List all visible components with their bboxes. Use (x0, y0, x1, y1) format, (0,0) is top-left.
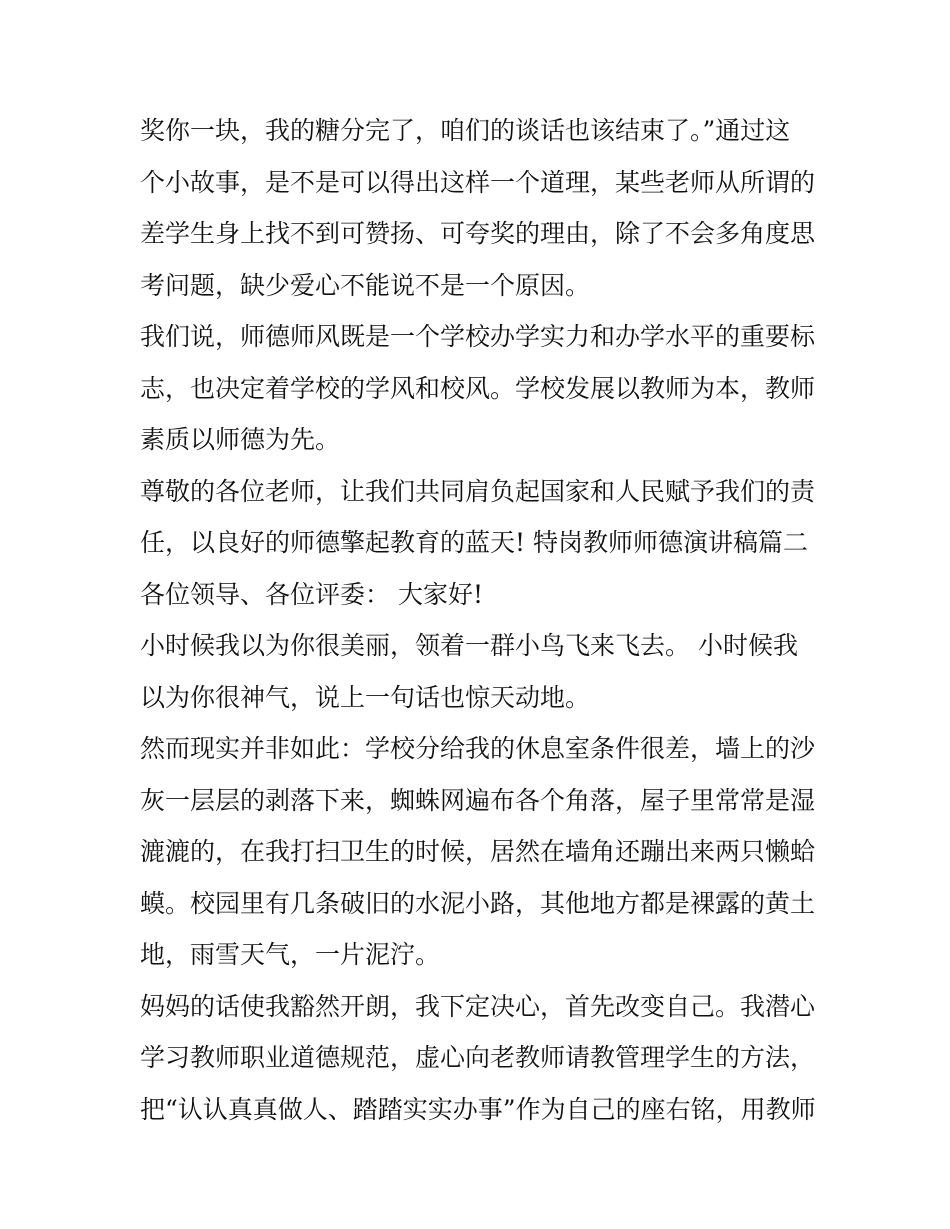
text-line: 把“认认真真做人、踏踏实实办事”作为自己的座右铭，用教师 (140, 1094, 816, 1124)
text-line: 考问题，缺少爱心不能说不是一个原因。 (140, 270, 591, 300)
text-line: 小时候我以为你很美丽，领着一群小鸟飞来飞去。 小时候我 (140, 631, 798, 660)
text-line: 尊敬的各位老师，让我们共同肩负起国家和人民赋予我们的责 (140, 476, 816, 506)
text-line: 各位领导、各位评委： 大家好! (140, 579, 483, 609)
text-line: 妈妈的话使我豁然开朗，我下定决心，首先改变自己。我潜心 (140, 991, 816, 1021)
text-line: 学习教师职业道德规范，虚心向老教师请教管理学生的方法， (140, 1043, 816, 1072)
document-body (140, 105, 820, 1135)
text-line: 奖你一块，我的糖分完了，咱们的谈话也该结束了。”通过这 (140, 116, 791, 145)
text-line: 我们说，师德师风既是一个学校办学实力和办学水平的重要标 (140, 322, 816, 351)
text-line: 个小故事，是不是可以得出这样一个道理，某些老师从所谓的 (140, 167, 816, 197)
text-line: 漉漉的，在我打扫卫生的时候，居然在墙角还蹦出来两只懒蛤 (140, 837, 816, 866)
text-line: 任，以良好的师德擎起教育的蓝天! 特岗教师师德演讲稿篇二 (140, 528, 808, 557)
text-line: 志，也决定着学校的学风和校风。学校发展以教师为本，教师 (140, 373, 816, 403)
text-line: 灰一层层的剥落下来，蜘蛛网遍布各个角落，屋子里常常是湿 (140, 785, 816, 815)
text-line: 蟆。校园里有几条破旧的水泥小路，其他地方都是裸露的黄土 (140, 888, 816, 918)
text-line: 以为你很神气，说上一句话也惊天动地。 (140, 682, 591, 712)
text-line: 地，雨雪天气，一片泥泞。 (140, 940, 441, 969)
text-line: 差学生身上找不到可赞扬、可夸奖的理由，除了不会多角度思 (140, 219, 816, 248)
text-line: 素质以师德为先。 (140, 425, 341, 454)
text-line: 然而现实并非如此：学校分给我的休息室条件很差，墙上的沙 (140, 734, 816, 763)
